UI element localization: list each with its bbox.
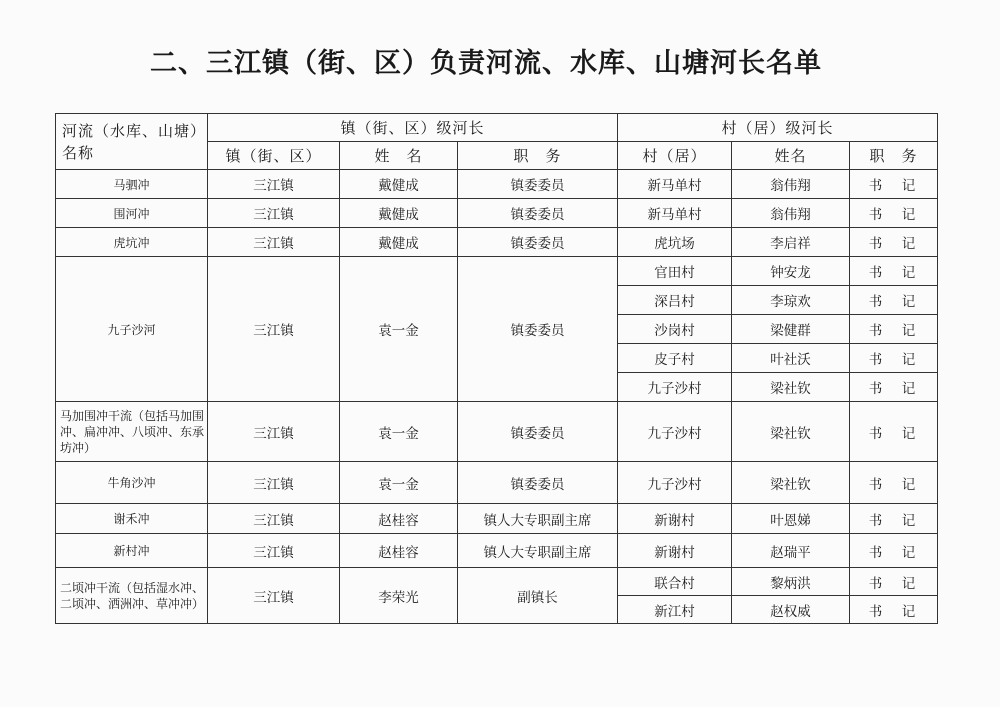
village-chief-position: 书 记 bbox=[850, 199, 938, 228]
village-chief-position: 书 记 bbox=[850, 257, 938, 286]
table-row bbox=[56, 228, 938, 257]
header-town-name: 姓 名 bbox=[340, 142, 458, 170]
town-cell: 三江镇 bbox=[208, 462, 340, 504]
town-chief-position: 镇人大专职副主席 bbox=[458, 504, 618, 534]
river-name: 新村冲 bbox=[56, 534, 208, 568]
river-name: 马加围冲干流（包括马加围冲、扁冲冲、八顷冲、东承坊冲） bbox=[56, 402, 208, 462]
village-chief-name: 梁社钦 bbox=[732, 402, 850, 462]
village-cell: 沙岗村 bbox=[618, 315, 732, 344]
town-cell: 三江镇 bbox=[208, 534, 340, 568]
town-chief-name: 戴健成 bbox=[340, 199, 458, 228]
town-chief-name: 赵桂容 bbox=[340, 534, 458, 568]
village-chief-name: 赵瑞平 bbox=[732, 534, 850, 568]
table-row bbox=[56, 170, 938, 199]
town-chief-position: 镇委委员 bbox=[458, 170, 618, 199]
village-cell: 新谢村 bbox=[618, 504, 732, 534]
village-chief-position: 书 记 bbox=[850, 286, 938, 315]
village-cell: 新谢村 bbox=[618, 534, 732, 568]
river-name: 虎坑冲 bbox=[56, 228, 208, 257]
village-cell: 九子沙村 bbox=[618, 373, 732, 402]
table-row bbox=[56, 568, 938, 596]
page-title: 二、三江镇（街、区）负责河流、水库、山塘河长名单 bbox=[150, 48, 822, 79]
town-chief-position: 镇委委员 bbox=[458, 257, 618, 402]
village-chief-name: 梁健群 bbox=[732, 315, 850, 344]
river-name: 牛角沙冲 bbox=[56, 462, 208, 504]
village-chief-position: 书 记 bbox=[850, 228, 938, 257]
town-chief-position: 镇委委员 bbox=[458, 228, 618, 257]
village-chief-name: 李琼欢 bbox=[732, 286, 850, 315]
river-chief-table bbox=[55, 113, 938, 624]
village-chief-name: 叶社沃 bbox=[732, 344, 850, 373]
village-cell: 官田村 bbox=[618, 257, 732, 286]
village-chief-name: 李启祥 bbox=[732, 228, 850, 257]
village-cell: 新马单村 bbox=[618, 170, 732, 199]
village-chief-position: 书 记 bbox=[850, 170, 938, 199]
village-chief-position: 书 记 bbox=[850, 596, 938, 624]
town-cell: 三江镇 bbox=[208, 199, 340, 228]
town-cell: 三江镇 bbox=[208, 504, 340, 534]
town-cell: 三江镇 bbox=[208, 568, 340, 624]
town-chief-name: 李荣光 bbox=[340, 568, 458, 624]
town-chief-name: 戴健成 bbox=[340, 228, 458, 257]
village-chief-name: 梁社钦 bbox=[732, 373, 850, 402]
village-cell: 联合村 bbox=[618, 568, 732, 596]
town-cell: 三江镇 bbox=[208, 170, 340, 199]
village-chief-position: 书 记 bbox=[850, 373, 938, 402]
header-village-name: 姓名 bbox=[732, 142, 850, 170]
village-chief-name: 翁伟翔 bbox=[732, 199, 850, 228]
village-chief-position: 书 记 bbox=[850, 344, 938, 373]
town-chief-name: 袁一金 bbox=[340, 462, 458, 504]
town-chief-position: 镇委委员 bbox=[458, 462, 618, 504]
town-chief-position: 镇委委员 bbox=[458, 199, 618, 228]
header-town-position: 职 务 bbox=[458, 142, 618, 170]
town-chief-position: 镇委委员 bbox=[458, 402, 618, 462]
river-name: 二顷冲干流（包括湿水冲、二顷冲、洒洲冲、草冲冲） bbox=[56, 568, 208, 624]
table-row bbox=[56, 402, 938, 462]
table-row bbox=[56, 504, 938, 534]
header-village-group: 村（居）级河长 bbox=[618, 114, 938, 142]
village-chief-position: 书 记 bbox=[850, 402, 938, 462]
town-cell: 三江镇 bbox=[208, 402, 340, 462]
village-cell: 皮子村 bbox=[618, 344, 732, 373]
village-chief-name: 翁伟翔 bbox=[732, 170, 850, 199]
village-chief-name: 赵权威 bbox=[732, 596, 850, 624]
village-chief-position: 书 记 bbox=[850, 568, 938, 596]
header-village-position: 职 务 bbox=[850, 142, 938, 170]
town-chief-position: 镇人大专职副主席 bbox=[458, 534, 618, 568]
town-chief-name: 袁一金 bbox=[340, 257, 458, 402]
river-name: 九子沙河 bbox=[56, 257, 208, 402]
town-cell: 三江镇 bbox=[208, 257, 340, 402]
village-cell: 虎坑场 bbox=[618, 228, 732, 257]
village-chief-position: 书 记 bbox=[850, 462, 938, 504]
village-cell: 深吕村 bbox=[618, 286, 732, 315]
header-village: 村（居） bbox=[618, 142, 732, 170]
header-river-name: 河流（水库、山塘）名称 bbox=[56, 114, 208, 170]
town-chief-name: 戴健成 bbox=[340, 170, 458, 199]
town-chief-position: 副镇长 bbox=[458, 568, 618, 624]
village-chief-name: 叶恩娣 bbox=[732, 504, 850, 534]
village-cell: 九子沙村 bbox=[618, 462, 732, 504]
table-row bbox=[56, 257, 938, 286]
table-row bbox=[56, 534, 938, 568]
river-name: 马驷冲 bbox=[56, 170, 208, 199]
village-chief-name: 黎炳洪 bbox=[732, 568, 850, 596]
town-chief-name: 袁一金 bbox=[340, 402, 458, 462]
town-chief-name: 赵桂容 bbox=[340, 504, 458, 534]
header-town: 镇（街、区） bbox=[208, 142, 340, 170]
village-cell: 新马单村 bbox=[618, 199, 732, 228]
village-chief-name: 梁社钦 bbox=[732, 462, 850, 504]
village-cell: 新江村 bbox=[618, 596, 732, 624]
village-chief-position: 书 记 bbox=[850, 534, 938, 568]
village-chief-name: 钟安龙 bbox=[732, 257, 850, 286]
village-chief-position: 书 记 bbox=[850, 504, 938, 534]
table-row bbox=[56, 199, 938, 228]
table-row bbox=[56, 462, 938, 504]
village-cell: 九子沙村 bbox=[618, 402, 732, 462]
header-town-group: 镇（街、区）级河长 bbox=[208, 114, 618, 142]
river-name: 围河冲 bbox=[56, 199, 208, 228]
town-cell: 三江镇 bbox=[208, 228, 340, 257]
river-name: 谢禾冲 bbox=[56, 504, 208, 534]
village-chief-position: 书 记 bbox=[850, 315, 938, 344]
